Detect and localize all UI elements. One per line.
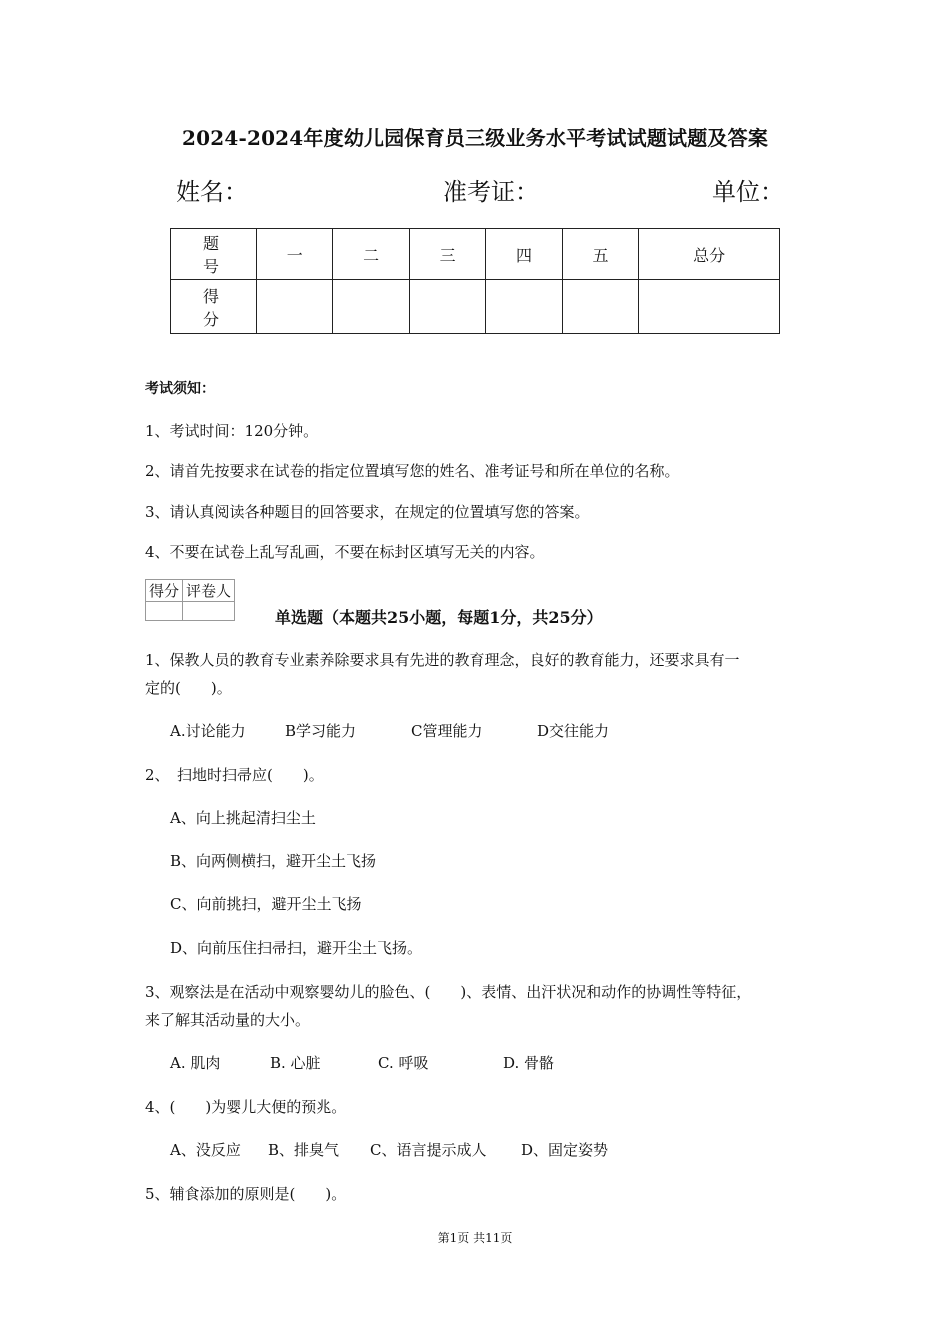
note-item: 3、请认真阅读各种题目的回答要求，在规定的位置填写您的答案。	[145, 503, 590, 521]
score-header-5: 五	[562, 229, 638, 280]
question-3-option-b[interactable]: B. 心脏	[270, 1054, 321, 1072]
question-4-option-b[interactable]: B、排臭气	[268, 1141, 340, 1159]
note-item: 1、考试时间：120分钟。	[145, 422, 319, 440]
score-table	[170, 228, 780, 334]
score-table-score-row	[171, 280, 780, 334]
grader-reviewer-cell[interactable]	[183, 602, 235, 621]
section-title: 单选题（本题共25小题，每题1分，共25分）	[275, 608, 603, 627]
question-4-line1: 4、( )为婴儿大便的预兆。	[145, 1098, 347, 1116]
score-cell-5[interactable]	[562, 280, 638, 334]
question-5-line1: 5、辅食添加的原则是( )。	[145, 1185, 347, 1203]
question-2-line1: 2、 扫地时扫帚应( )。	[145, 766, 324, 784]
question-2-option-a[interactable]: A、向上挑起清扫尘土	[170, 809, 316, 827]
question-4-option-a[interactable]: A、没反应	[170, 1141, 241, 1159]
score-header-label: 题 号	[171, 229, 257, 280]
score-cell-3[interactable]	[409, 280, 485, 334]
question-1-option-c[interactable]: C管理能力	[411, 722, 483, 740]
score-table-header-row	[171, 229, 780, 280]
note-item: 4、不要在试卷上乱写乱画，不要在标封区填写无关的内容。	[145, 543, 545, 561]
grader-box	[145, 579, 235, 621]
score-row-label: 得 分	[171, 280, 257, 334]
score-header-1: 一	[257, 229, 333, 280]
unit-field-label: 单位：	[712, 178, 784, 206]
question-4-option-c[interactable]: C、语言提示成人	[370, 1141, 487, 1159]
name-field-label: 姓名：	[176, 178, 248, 206]
score-header-total: 总分	[639, 229, 780, 280]
question-3-option-d[interactable]: D. 骨骼	[503, 1054, 555, 1072]
question-4-option-d[interactable]: D、固定姿势	[521, 1141, 609, 1159]
grader-score-label: 得分	[146, 580, 183, 602]
question-1-option-b[interactable]: B学习能力	[285, 722, 357, 740]
grader-reviewer-label: 评卷人	[183, 580, 235, 602]
score-header-2: 二	[333, 229, 409, 280]
question-3-option-a[interactable]: A. 肌肉	[170, 1054, 221, 1072]
question-1-option-d[interactable]: D交往能力	[537, 722, 610, 740]
score-header-4: 四	[486, 229, 562, 280]
score-cell-total[interactable]	[639, 280, 780, 334]
grader-score-cell[interactable]	[146, 602, 183, 621]
score-header-3: 三	[409, 229, 485, 280]
question-1-option-a[interactable]: A.讨论能力	[170, 722, 246, 740]
question-1-line1: 1、保教人员的教育专业素养除要求具有先进的教育理念，良好的教育能力，还要求具有一	[145, 651, 740, 669]
question-3-option-c[interactable]: C. 呼吸	[378, 1054, 429, 1072]
question-2-option-c[interactable]: C、向前挑扫，避开尘土飞扬	[170, 895, 362, 913]
score-cell-4[interactable]	[486, 280, 562, 334]
question-3-line2: 来了解其活动量的大小。	[145, 1011, 311, 1029]
note-item: 2、请首先按要求在试卷的指定位置填写您的姓名、准考证号和所在单位的名称。	[145, 462, 680, 480]
score-cell-1[interactable]	[257, 280, 333, 334]
question-1-line2: 定的( )。	[145, 679, 232, 697]
exam-id-field-label: 准考证：	[443, 178, 539, 206]
page-footer: 第1页 共11页	[437, 1231, 513, 1245]
document-title: 2024-2024年度幼儿园保育员三级业务水平考试试题试题及答案	[181, 126, 769, 150]
question-3-line1: 3、观察法是在活动中观察婴幼儿的脸色、( )、表情、出汗状况和动作的协调性等特征，	[145, 983, 752, 1001]
notes-title: 考试须知：	[145, 381, 215, 397]
question-2-option-d[interactable]: D、向前压住扫帚扫，避开尘土飞扬。	[170, 939, 423, 957]
question-2-option-b[interactable]: B、向两侧横扫，避开尘土飞扬	[170, 852, 377, 870]
score-cell-2[interactable]	[333, 280, 409, 334]
